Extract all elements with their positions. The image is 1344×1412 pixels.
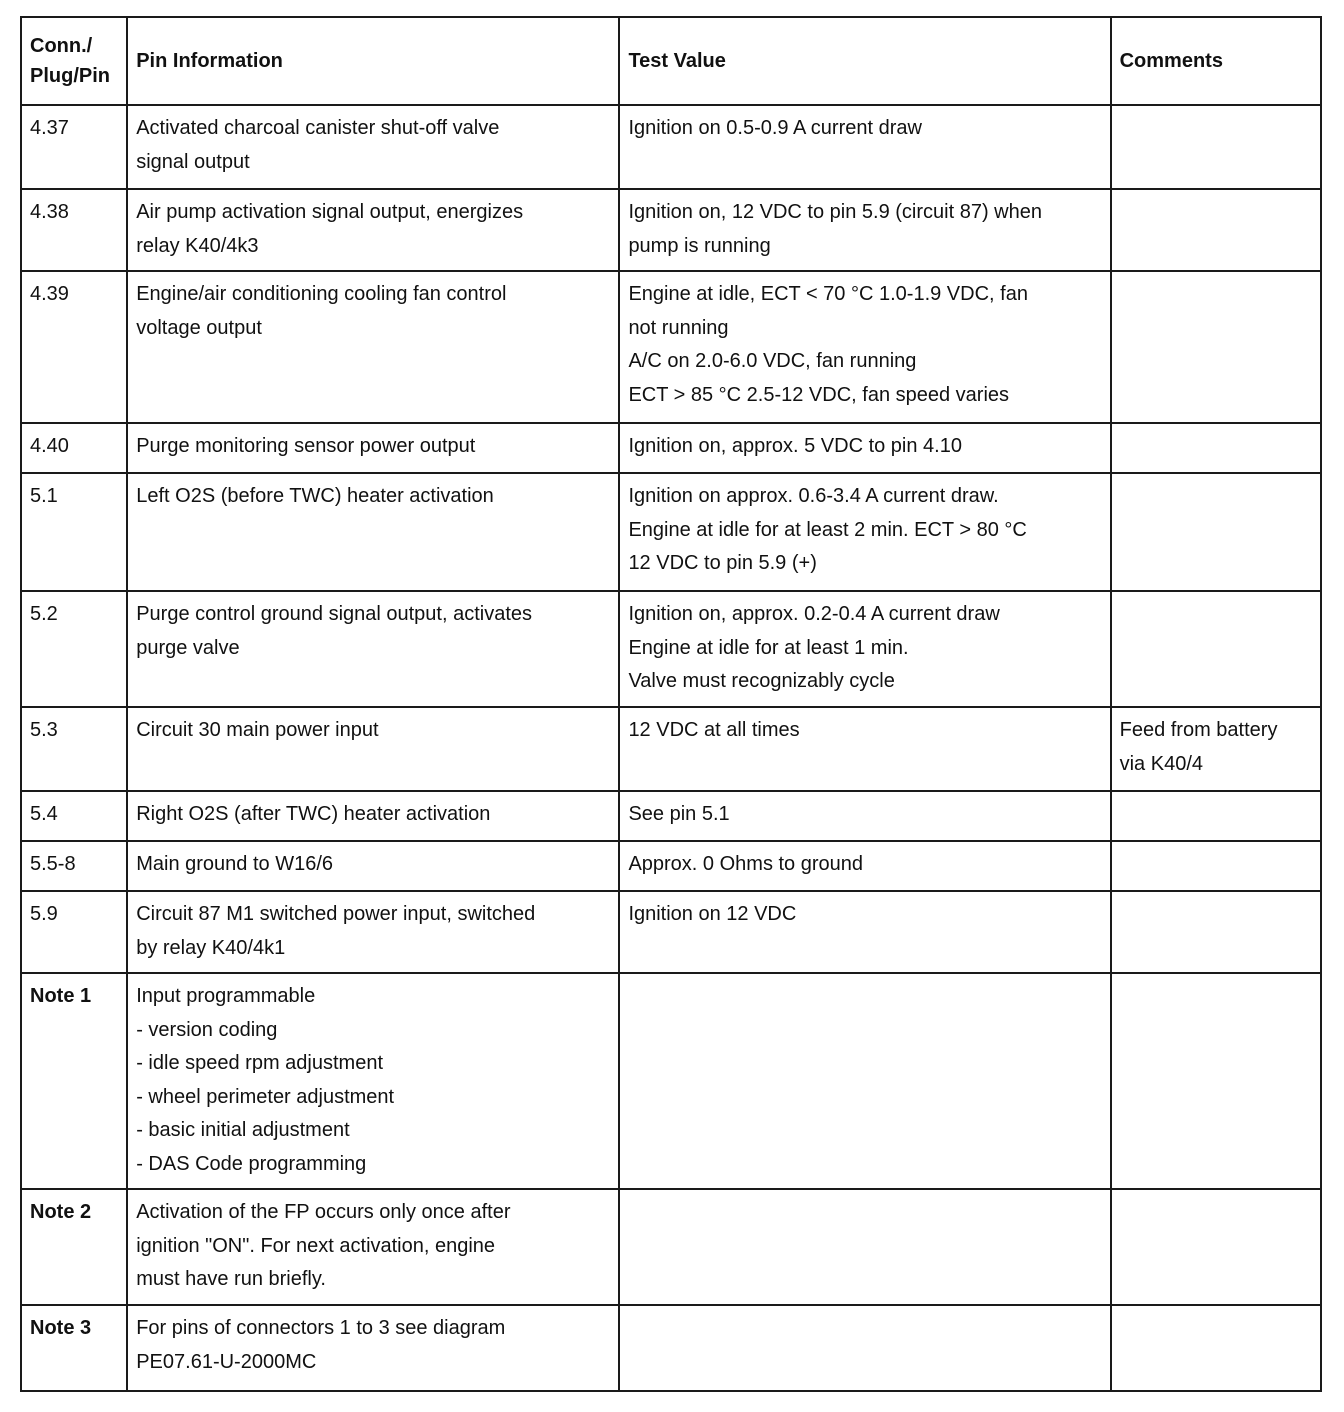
table-row — [21, 105, 1321, 189]
cell-pin: 4.39 — [21, 271, 127, 423]
cell-pin-information — [127, 891, 619, 973]
cell-line: 12 VDC at all times — [628, 719, 800, 741]
cell-line: Ignition on 12 VDC — [628, 903, 797, 925]
cell-line: - basic initial adjustment — [136, 1119, 350, 1141]
table-row — [21, 707, 1321, 791]
cell-test-value — [619, 271, 1110, 423]
cell-pin-information — [127, 973, 619, 1189]
cell-pin: 5.1 — [21, 473, 127, 591]
header-conn-plug-pin — [21, 17, 127, 105]
cell-pin-information — [127, 105, 619, 189]
cell-pin: 4.40 — [21, 423, 127, 473]
cell-test-value — [619, 973, 1110, 1189]
cell-comments — [1111, 423, 1321, 473]
cell-test-value — [619, 707, 1110, 791]
table-row — [21, 1305, 1321, 1391]
cell-pin: Note 1 — [21, 973, 127, 1189]
cell-pin: Note 3 — [21, 1305, 127, 1391]
cell-test-value — [619, 189, 1110, 271]
cell-line: Activation of the FP occurs only once after — [136, 1201, 511, 1223]
cell-line: ignition "ON". For next activation, engine — [136, 1234, 496, 1257]
cell-line: Main ground to W16/6 — [136, 853, 333, 875]
table-row — [21, 1189, 1321, 1305]
cell-line: relay K40/4k3 — [136, 234, 259, 257]
cell-line: Ignition on, approx. 0.2-0.4 A current draw — [628, 603, 1000, 625]
cell-comments — [1111, 1189, 1321, 1305]
table-row — [21, 591, 1321, 707]
cell-line: Engine at idle, ECT < 70 °C 1.0-1.9 VDC, fan — [628, 283, 1028, 305]
cell-line: - version coding — [136, 1018, 278, 1041]
table-row — [21, 791, 1321, 841]
cell-pin: 5.5-8 — [21, 841, 127, 891]
cell-line: voltage output — [136, 316, 262, 339]
cell-pin: Note 2 — [21, 1189, 127, 1305]
cell-line: Activated charcoal canister shut-off valve — [136, 117, 500, 139]
cell-line: PE07.61-U-2000MC — [136, 1350, 317, 1373]
cell-line: Right O2S (after TWC) heater activation — [136, 803, 491, 825]
cell-test-value — [619, 105, 1110, 189]
cell-line: Ignition on, approx. 5 VDC to pin 4.10 — [628, 435, 962, 457]
cell-test-value — [619, 841, 1110, 891]
cell-pin: 5.9 — [21, 891, 127, 973]
cell-test-value — [619, 1189, 1110, 1305]
cell-comments — [1111, 791, 1321, 841]
cell-line: not running — [628, 316, 729, 339]
header-pin-information: Pin Information — [127, 17, 619, 105]
table-row — [21, 189, 1321, 271]
cell-line: ECT > 85 °C 2.5-12 VDC, fan speed varies — [628, 383, 1010, 406]
cell-line: Circuit 30 main power input — [136, 719, 379, 741]
cell-line: must have run briefly. — [136, 1268, 326, 1290]
cell-line: purge valve — [136, 636, 240, 659]
cell-line: Left O2S (before TWC) heater activation — [136, 485, 494, 507]
cell-comments — [1111, 973, 1321, 1189]
table-row — [21, 973, 1321, 1189]
cell-pin: 5.4 — [21, 791, 127, 841]
pin-table — [20, 16, 1322, 1392]
cell-line: Feed from battery — [1119, 719, 1278, 741]
cell-line: Input programmable — [136, 985, 316, 1007]
header-comments: Comments — [1111, 17, 1321, 105]
table-header-row — [21, 17, 1321, 105]
cell-pin: 5.3 — [21, 707, 127, 791]
cell-comments — [1111, 841, 1321, 891]
cell-line: A/C on 2.0-6.0 VDC, fan running — [628, 350, 917, 372]
cell-comments — [1111, 105, 1321, 189]
cell-test-value — [619, 473, 1110, 591]
cell-line: 12 VDC to pin 5.9 (+) — [628, 552, 817, 574]
table-row — [21, 841, 1321, 891]
cell-line: pump is running — [628, 234, 771, 257]
header-pin-line-1: Conn./ — [30, 35, 93, 57]
cell-comments — [1111, 591, 1321, 707]
cell-line: Ignition on, 12 VDC to pin 5.9 (circuit 87) when — [628, 201, 1042, 223]
cell-comments — [1111, 189, 1321, 271]
cell-line: Engine/air conditioning cooling fan control — [136, 283, 507, 305]
cell-pin-information — [127, 271, 619, 423]
cell-line: - idle speed rpm adjustment — [136, 1052, 384, 1074]
table-row — [21, 891, 1321, 973]
header-pin-line-2: Plug/Pin — [30, 65, 110, 87]
cell-line: For pins of connectors 1 to 3 see diagram — [136, 1317, 506, 1339]
cell-pin-information — [127, 473, 619, 591]
cell-line: Circuit 87 M1 switched power input, switched — [136, 903, 536, 925]
cell-line: via K40/4 — [1119, 752, 1203, 775]
cell-comments — [1111, 891, 1321, 973]
cell-pin-information — [127, 791, 619, 841]
cell-test-value — [619, 1305, 1110, 1391]
cell-comments — [1111, 707, 1321, 791]
cell-line: Purge monitoring sensor power output — [136, 435, 476, 457]
cell-comments — [1111, 1305, 1321, 1391]
table-body — [21, 105, 1321, 1391]
cell-line: See pin 5.1 — [628, 803, 730, 825]
header-test-value: Test Value — [619, 17, 1110, 105]
cell-pin: 4.38 — [21, 189, 127, 271]
cell-test-value — [619, 591, 1110, 707]
cell-pin-information — [127, 591, 619, 707]
cell-line: Purge control ground signal output, activates — [136, 603, 533, 625]
cell-line: - wheel perimeter adjustment — [136, 1085, 395, 1108]
cell-line: Ignition on approx. 0.6-3.4 A current draw. — [628, 485, 999, 507]
cell-line: Ignition on 0.5-0.9 A current draw — [628, 117, 922, 139]
cell-pin-information — [127, 707, 619, 791]
cell-test-value — [619, 791, 1110, 841]
cell-line: - DAS Code programming — [136, 1152, 367, 1175]
table-row — [21, 423, 1321, 473]
cell-pin-information — [127, 189, 619, 271]
cell-pin: 4.37 — [21, 105, 127, 189]
cell-pin-information — [127, 423, 619, 473]
cell-pin-information — [127, 1189, 619, 1305]
cell-line: by relay K40/4k1 — [136, 936, 286, 959]
cell-line: Valve must recognizably cycle — [628, 670, 895, 692]
cell-comments — [1111, 473, 1321, 591]
cell-comments — [1111, 271, 1321, 423]
cell-test-value — [619, 423, 1110, 473]
cell-line: Engine at idle for at least 1 min. — [628, 636, 909, 659]
cell-pin-information — [127, 841, 619, 891]
cell-line: Air pump activation signal output, energizes — [136, 201, 524, 223]
table-row — [21, 271, 1321, 423]
cell-line: Engine at idle for at least 2 min. ECT > 80 °C — [628, 518, 1027, 541]
cell-test-value — [619, 891, 1110, 973]
table-row — [21, 473, 1321, 591]
cell-line: signal output — [136, 150, 250, 173]
cell-line: Approx. 0 Ohms to ground — [628, 853, 864, 875]
cell-pin-information — [127, 1305, 619, 1391]
cell-pin: 5.2 — [21, 591, 127, 707]
